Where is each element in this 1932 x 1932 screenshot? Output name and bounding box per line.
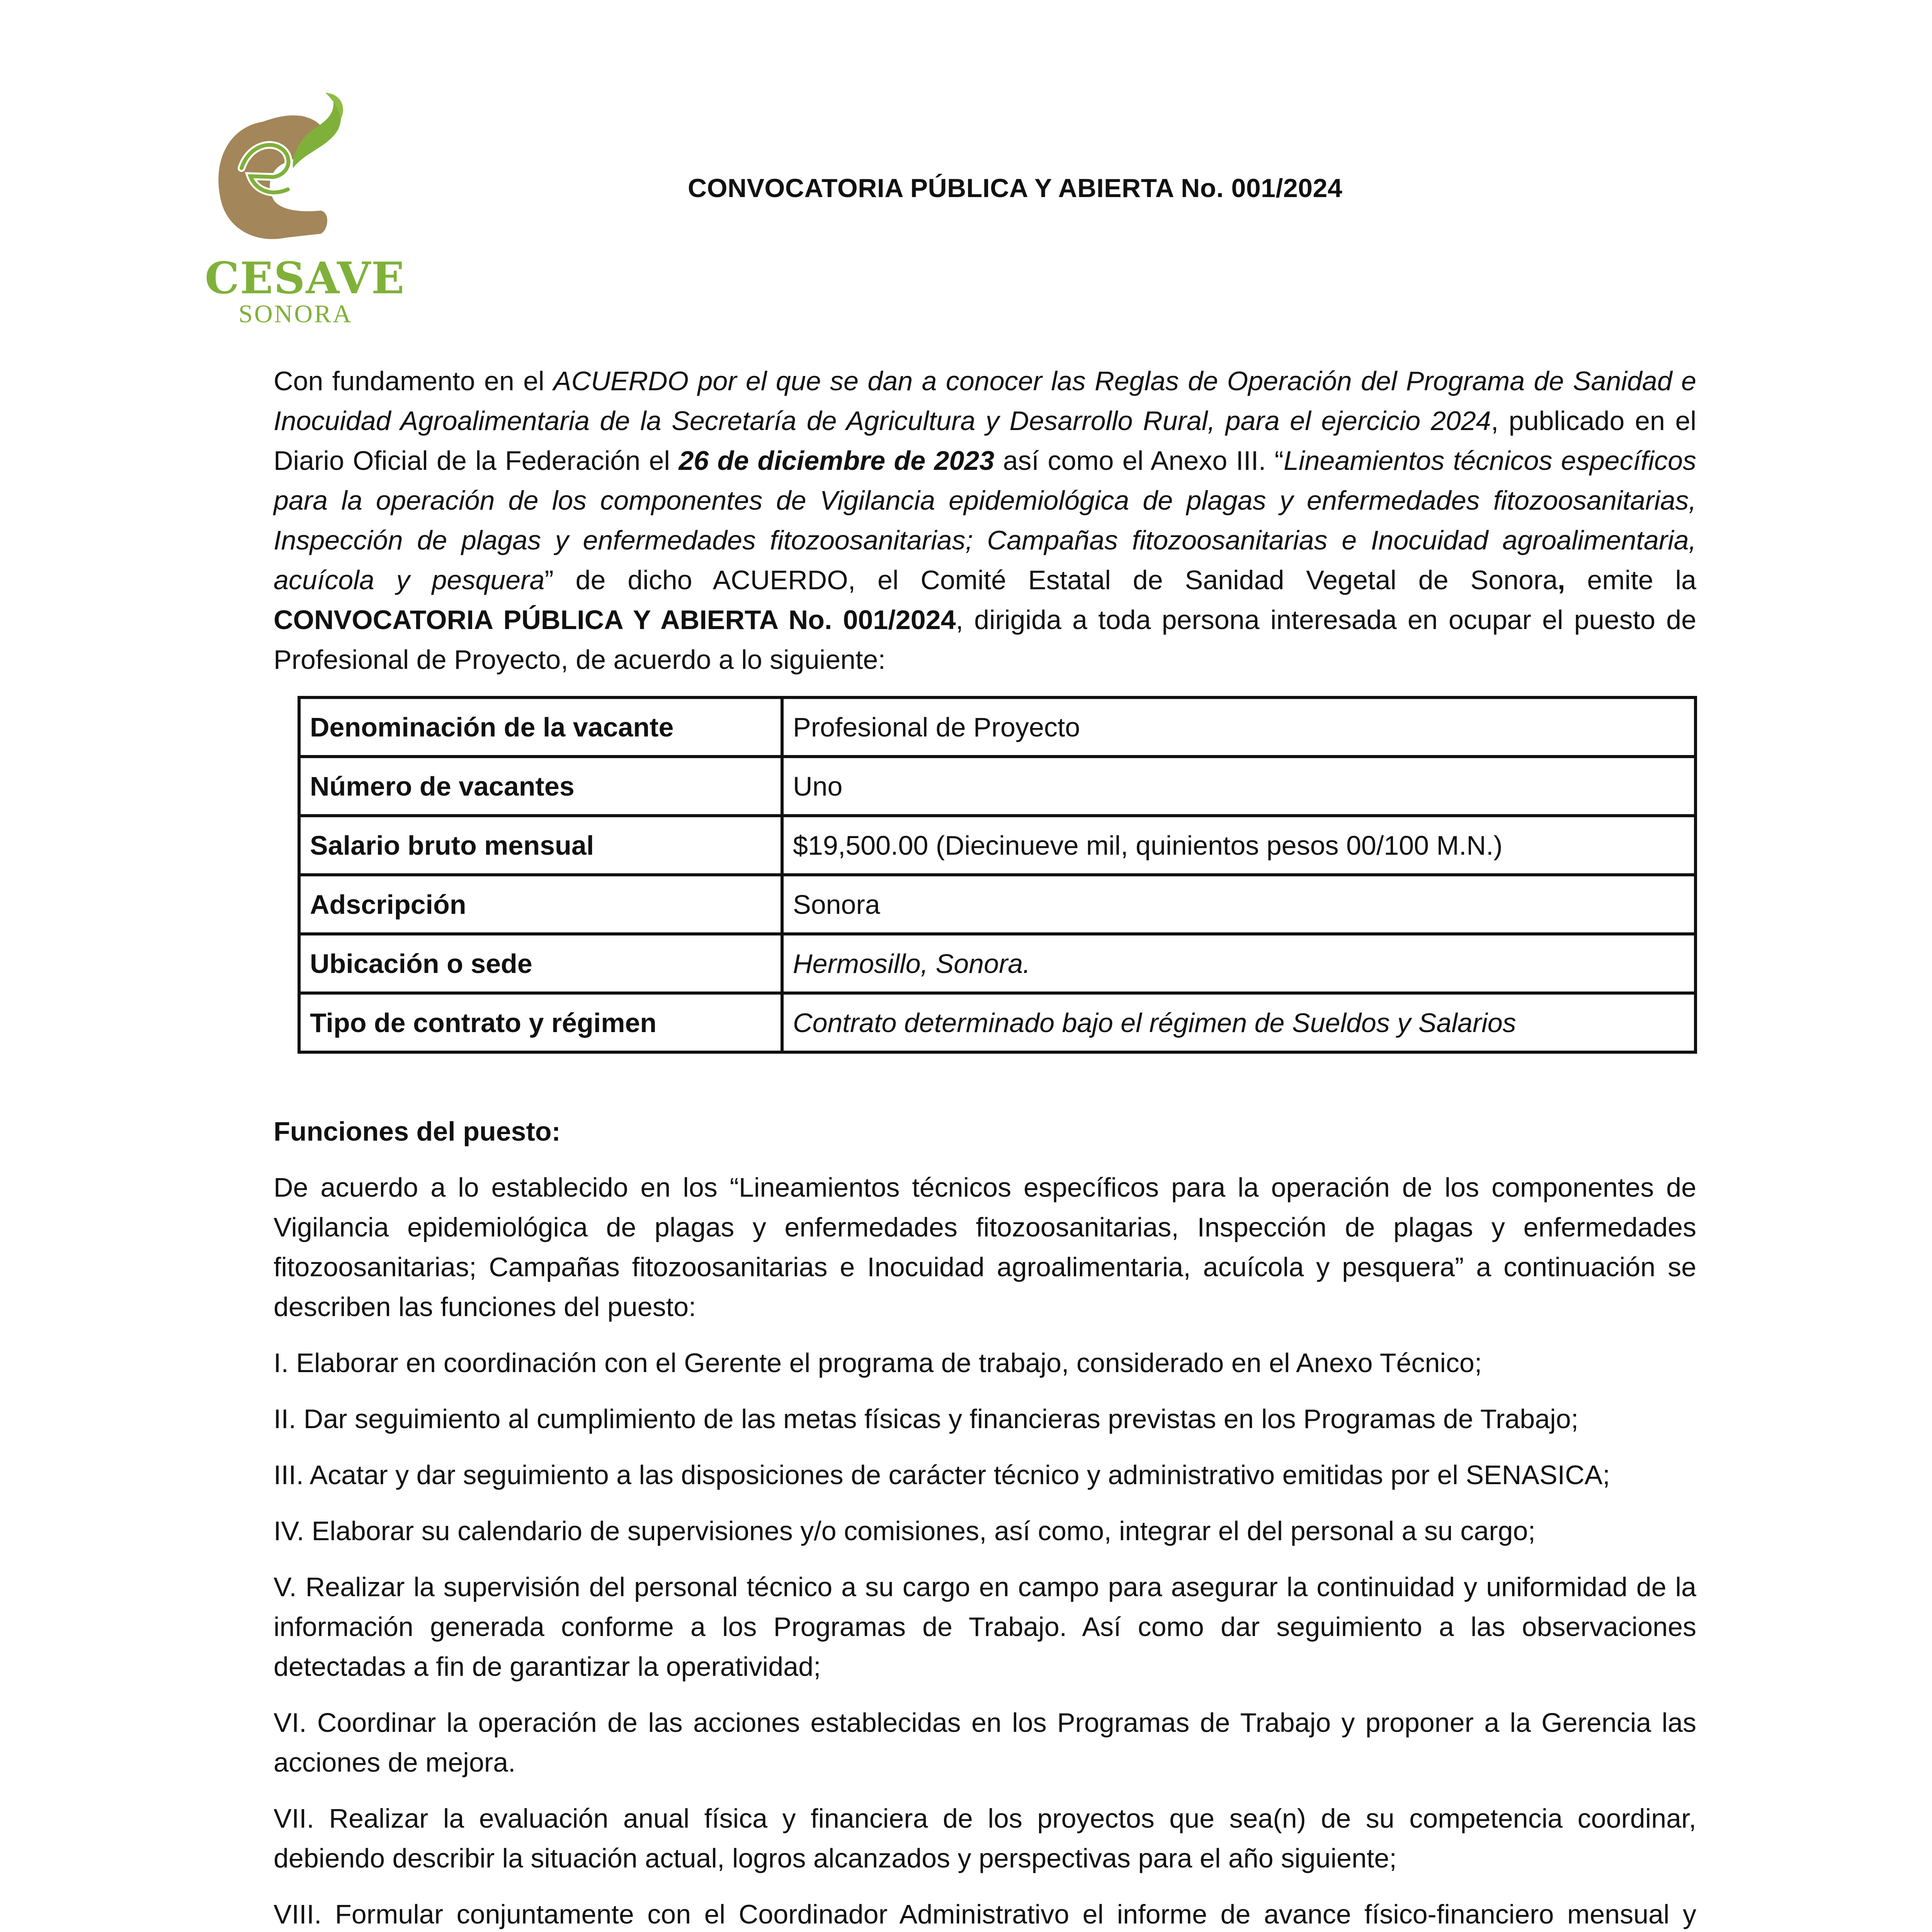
functions-lead: De acuerdo a lo establecido en los “Lineamientos técnicos específicos para la operación de los componentes de Vigilancia epidemiológica de plagas y enfermedades fitozoosanitarias, Inspección de plagas y enfermedades fitozoosanitarias; Campañas fitozoosanitarias e Inocuidad agroalimentaria, acuícola y pesquera” a continuación se describen las funciones del puesto: <box>274 1172 1696 1322</box>
function-item: VIII. Formular conjuntamente con el Coordinador Administrativo el informe de avance físico-financiero mensual y <box>274 1899 1696 1929</box>
functions-heading: Funciones del puesto: <box>274 1116 561 1146</box>
intro-lineamientos: Lineamientos técnicos específicos para la operación de los componentes de Vigilancia epidemiológica de plagas y enfermedades fitozoosanitarias, Inspección de plagas y enfermedades fitozoosanitarias; Campañas fitozoosanitarias e Inocuidad agroalimentaria, acuícola y pesquera <box>274 446 1696 595</box>
table-row <box>299 934 1696 993</box>
row-value: Contrato determinado bajo el régimen de Sueldos y Salarios <box>782 993 1696 1052</box>
intro-text: emite la <box>1565 565 1696 595</box>
row-label: Tipo de contrato y régimen <box>299 993 782 1052</box>
intro-text: así como el Anexo III. “ <box>994 446 1284 476</box>
intro-text: , publicado en el Diario Oficial de la Federación el <box>274 406 1697 476</box>
intro-convocatoria: CONVOCATORIA PÚBLICA Y ABIERTA No. 001/2024 <box>274 605 956 635</box>
table-row <box>299 993 1696 1052</box>
intro-text: ” de dicho ACUERDO, el Comité Estatal de Sanidad Vegetal de Sonora <box>544 565 1558 595</box>
document-body <box>274 361 1696 1932</box>
row-value: $19,500.00 (Diecinueve mil, quinientos pesos 00/100 M.N.) <box>782 816 1696 875</box>
row-value: Hermosillo, Sonora. <box>782 934 1696 993</box>
function-item: I. Elaborar en coordinación con el Gerente el programa de trabajo, considerado en el Anexo Técnico; <box>274 1348 1482 1378</box>
function-item: II. Dar seguimiento al cumplimiento de las metas físicas y financieras previstas en los Programas de Trabajo; <box>274 1404 1579 1434</box>
table-row <box>299 875 1696 934</box>
intro-acuerdo: ACUERDO por el que se dan a conocer las Reglas de Operación del Programa de Sanidad e Inocuidad Agroalimentaria de la Secretaría de Agricultura y Desarrollo Rural, para el ejercicio 2024 <box>274 366 1696 436</box>
intro-comma: , <box>1558 565 1565 595</box>
intro-paragraph <box>274 361 1696 680</box>
function-item: V. Realizar la supervisión del personal técnico a su cargo en campo para asegurar la continuidad y uniformidad de la información generada conforme a los Programas de Trabajo. Así como dar seguimiento a las observaciones detectadas a fin de garantizar la operatividad; <box>274 1572 1696 1682</box>
row-value: Sonora <box>782 875 1696 934</box>
table-row <box>299 757 1696 816</box>
logo-emblem-icon <box>205 85 367 255</box>
function-item: III. Acatar y dar seguimiento a las disposiciones de carácter técnico y administrativo emitidas por el SENASICA; <box>274 1460 1610 1490</box>
row-label: Número de vacantes <box>299 757 782 816</box>
row-label: Salario bruto mensual <box>299 816 782 875</box>
row-label: Adscripción <box>299 875 782 934</box>
table-row <box>299 697 1696 757</box>
row-value: Uno <box>782 757 1696 816</box>
row-label: Denominación de la vacante <box>299 697 782 757</box>
row-value: Profesional de Proyecto <box>782 697 1696 757</box>
logo-subtitle: SONORA <box>238 300 353 328</box>
intro-date: 26 de diciembre de 2023 <box>679 446 995 476</box>
logo-name: CESAVE <box>205 253 405 304</box>
function-item: IV. Elaborar su calendario de supervisiones y/o comisiones, así como, integrar el del personal a su cargo; <box>274 1516 1536 1546</box>
function-item: VII. Realizar la evaluación anual física y financiera de los proyectos que sea(n) de su competencia coordinar, debiendo describir la situación actual, logros alcanzados y perspectivas para el año siguiente; <box>274 1803 1696 1873</box>
function-item: VI. Coordinar la operación de las acciones establecidas en los Programas de Trabajo y proponer a la Gerencia las acciones de mejora. <box>274 1708 1696 1777</box>
intro-text: Con fundamento en el <box>274 366 554 396</box>
page-title: CONVOCATORIA PÚBLICA Y ABIERTA No. 001/2024 <box>688 173 1343 203</box>
row-label: Ubicación o sede <box>299 934 782 993</box>
vacancy-table <box>298 696 1697 1054</box>
table-row <box>299 816 1696 875</box>
intro-text: , dirigida a toda persona interesada en ocupar el puesto de Profesional de Proyecto, de acuerdo a lo siguiente: <box>274 605 1697 675</box>
cesave-logo <box>205 85 405 332</box>
